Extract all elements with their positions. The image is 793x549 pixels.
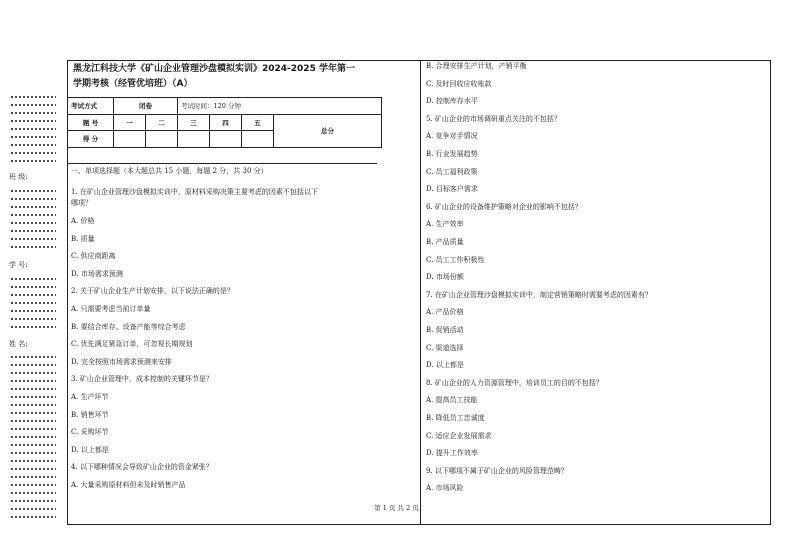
text-line: C. 员工工作积极性	[426, 255, 485, 264]
binding-dotline	[10, 372, 56, 374]
binding-dotline	[10, 452, 56, 454]
exam-info-table	[67, 97, 382, 148]
text-line: C. 渠道选择	[426, 343, 464, 352]
text-line: B. 降低员工忠诚度	[426, 414, 485, 422]
text-line: 3. 矿山企业管理中，成本控制的关键环节是？	[71, 375, 213, 384]
binding-dotline	[10, 128, 56, 130]
text-line: D. 控制库存水平	[426, 97, 478, 106]
text-line: A. 市场风险	[426, 484, 464, 493]
total-score-label: 总分	[274, 114, 382, 147]
exam-title-line-1: 黑龙江科技大学《矿山企业管理沙盘模拟实训》2024-2025 学年第一	[73, 64, 355, 74]
binding-dotline	[10, 412, 56, 414]
text-line: B. 促销活动	[426, 326, 464, 334]
score-cell-4	[210, 131, 242, 148]
binding-dotline	[10, 318, 56, 320]
binding-dotline	[10, 468, 56, 470]
binding-dotline	[10, 404, 56, 406]
binding-dotline	[10, 136, 56, 138]
score-cell-2	[146, 131, 178, 148]
text-line: A. 价格	[71, 217, 95, 225]
text-line: A. 只需要考虑当前订单量	[71, 305, 151, 313]
binding-dotline	[10, 198, 56, 200]
score-cell-5	[242, 131, 274, 148]
name-label: 姓 名:	[9, 340, 28, 348]
score-cell-3	[178, 131, 210, 148]
binding-dotline	[10, 326, 56, 328]
binding-dotline	[10, 278, 56, 280]
text-line: B. 行业发展趋势	[426, 150, 478, 158]
text-line: A. 提高员工技能	[426, 396, 478, 405]
text-line: B. 要结合库存、设备产能等综合考虑	[71, 322, 186, 331]
text-line: A. 竞争对手情况	[426, 132, 478, 141]
text-line: C. 员工福利政策	[426, 167, 478, 176]
exam-title-line-2: 学期考核（经管优培班）（A）	[73, 79, 193, 89]
binding-dotline	[10, 230, 56, 232]
text-line: B. 合理安排生产计划，产销平衡	[426, 62, 527, 70]
binding-dotline	[10, 380, 56, 382]
column-divider	[420, 60, 421, 525]
binding-dotline	[10, 476, 56, 478]
class-label: 班 级:	[9, 173, 28, 181]
text-line: D. 市场需求预测	[71, 269, 123, 278]
page-footer: 第 1 页 共 2 页	[374, 504, 419, 512]
question-no-5: 五	[242, 114, 274, 131]
score-label: 得 分	[68, 131, 114, 148]
text-line: A. 大量采购原材料但未及时销售产品	[71, 481, 186, 489]
binding-dotline	[10, 388, 56, 390]
binding-dotline	[10, 238, 56, 240]
exam-mode-value: 闭卷	[114, 98, 178, 115]
text-line: C. 适应企业发展需求	[426, 431, 492, 440]
text-line: A. 产品价格	[426, 308, 464, 317]
text-line: B. 质量	[71, 234, 95, 243]
text-line: 9. 以下哪项不属于矿山企业的风险管理范畴？	[426, 466, 568, 475]
exam-time: 考试时间：120 分钟	[178, 98, 382, 115]
text-line: A. 生产效率	[426, 220, 464, 229]
binding-dotline	[10, 500, 56, 502]
binding-dotline	[10, 492, 56, 494]
binding-dotline	[10, 246, 56, 248]
text-line: D. 完全按照市场需求预测来安排	[71, 357, 172, 366]
binding-dotline	[10, 190, 56, 192]
text-line: C. 采购环节	[71, 428, 109, 437]
binding-dotline	[10, 144, 56, 146]
binding-dotline	[10, 112, 56, 114]
binding-dotline	[10, 516, 56, 518]
text-line: 4. 以下哪种情况会导致矿山企业的资金紧张？	[71, 463, 213, 472]
text-line: 2. 关于矿山企业生产计划安排，以下说法正确的是？	[71, 287, 234, 296]
text-line: 1. 在矿山企业管理沙盘模拟实训中，原材料采购决策主要考虑的因素不包括以下	[71, 188, 318, 196]
binding-dotline	[10, 444, 56, 446]
text-line: 5. 矿山企业的市场调研重点关注的不包括？	[426, 114, 561, 123]
student-id-label: 学 号:	[9, 261, 28, 269]
binding-dotline	[10, 96, 56, 98]
binding-dotline	[10, 222, 56, 224]
header-rule	[67, 163, 377, 164]
text-line: D. 市场份额	[426, 273, 464, 282]
question-no-3: 三	[178, 114, 210, 131]
binding-dotline	[10, 160, 56, 162]
binding-dotline	[10, 104, 56, 106]
binding-dotline	[10, 420, 56, 422]
text-line: A. 生产环节	[71, 393, 109, 401]
binding-dotline	[10, 302, 56, 304]
binding-dotline	[10, 396, 56, 398]
text-line: B. 销售环节	[71, 410, 109, 419]
question-no-2: 二	[146, 114, 178, 131]
text-line: B. 产品质量	[426, 238, 464, 246]
text-line: C. 优先满足紧急订单，可忽视长期规划	[71, 340, 193, 349]
text-line: C. 供应商距离	[71, 252, 116, 261]
text-line: C. 及时回收应收账款	[426, 79, 492, 88]
text-line: D. 提升工作效率	[426, 449, 478, 458]
binding-dotline	[10, 206, 56, 208]
score-cell-1	[114, 131, 146, 148]
binding-dotline	[10, 214, 56, 216]
text-line: D. 以上都是	[426, 361, 464, 370]
question-no-1: 一	[114, 114, 146, 131]
text-line: 一、单项选择题（本大题总共 15 小题，每题 2 分，共 30 分）	[71, 167, 268, 175]
binding-dotline	[10, 428, 56, 430]
question-no-4: 四	[210, 114, 242, 131]
binding-dotline	[10, 152, 56, 154]
text-line: 哪项？	[71, 199, 92, 207]
binding-dotline	[10, 364, 56, 366]
binding-dotline	[10, 484, 56, 486]
binding-dotline	[10, 286, 56, 288]
binding-dotline	[10, 120, 56, 122]
text-line: 6. 矿山企业的设备维护策略对企业的影响不包括？	[426, 202, 582, 211]
text-line: 7. 在矿山企业管理沙盘模拟实训中，制定营销策略时需要考虑的因素有？	[426, 290, 652, 299]
binding-dotline	[10, 356, 56, 358]
binding-dotline	[10, 436, 56, 438]
text-line: D. 以上都是	[71, 445, 109, 454]
question-no-label: 题 号	[68, 114, 114, 131]
exam-title	[73, 62, 379, 92]
text-line: 8. 矿山企业的人力资源管理中，培训员工的目的不包括？	[426, 378, 603, 387]
text-line: D. 目标客户需求	[426, 185, 478, 194]
binding-dotline	[10, 310, 56, 312]
exam-mode-label: 考试方式	[68, 98, 114, 115]
binding-dotline	[10, 460, 56, 462]
binding-dotline	[10, 294, 56, 296]
